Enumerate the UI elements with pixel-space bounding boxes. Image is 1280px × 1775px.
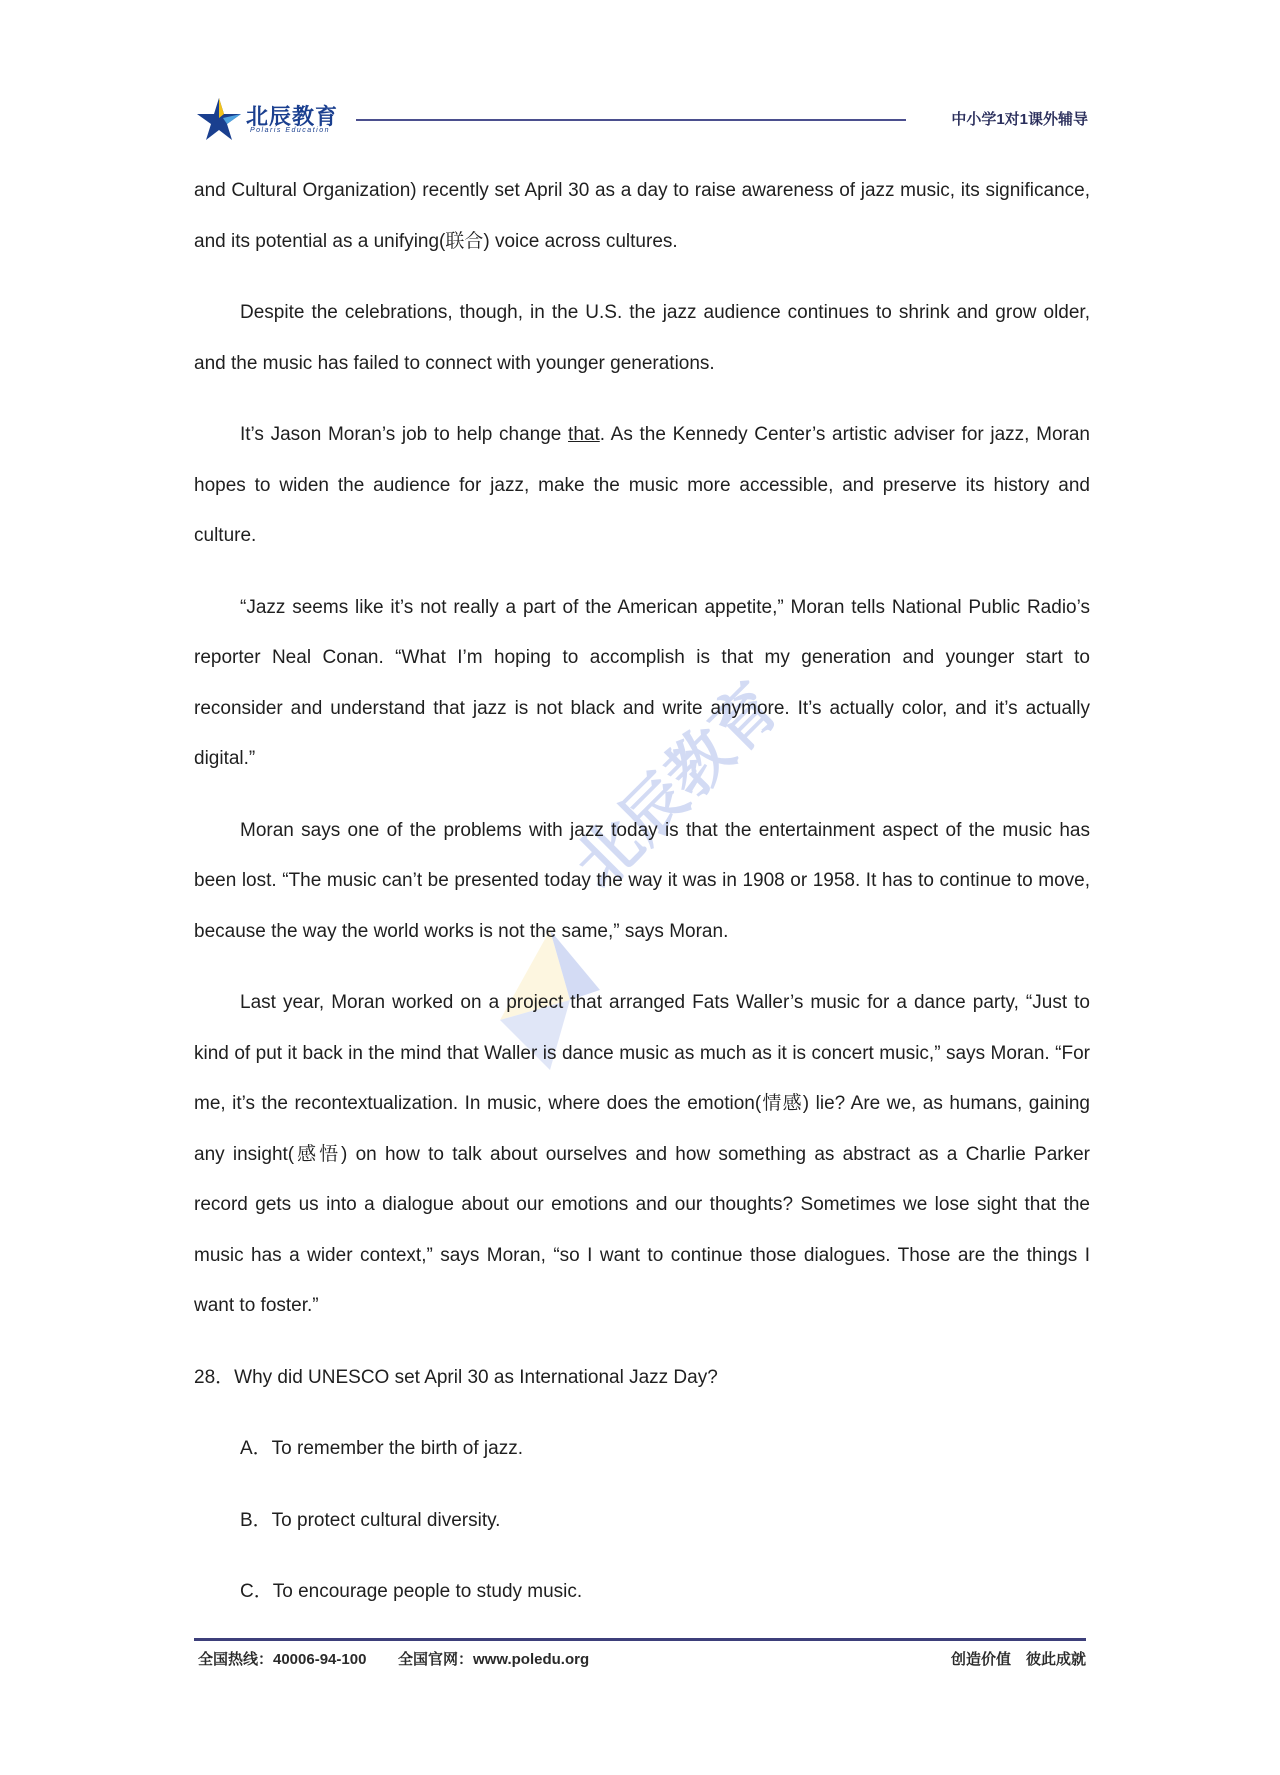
logo-english: Polaris Education [250, 127, 330, 134]
paragraph-1: and Cultural Organization) recently set April 30 as a day to raise awareness of jazz music, its significance, and its potential as a unifying(联合) voice across cultures. [194, 180, 1090, 252]
paragraph-3-rest: . As the Kennedy Center’s artistic adviser for jazz, Moran hopes to widen the audience for jazz, make the music more accessible, and preserve its history and culture. [194, 424, 1090, 546]
underlined-word: that [568, 424, 600, 445]
paragraph-4: “Jazz seems like it’s not really a part of the American appetite,” Moran tells National Public Radio’s reporter Neal Conan. “What I’m hoping to accomplish is that my generation and younger start to reconsider and understand that jazz is not black and write anymore. It’s actually color, and it’s actually digital.” [194, 596, 1090, 769]
page-footer [198, 1648, 1086, 1672]
header-tagline: 中小学1对1课外辅导 [951, 111, 1088, 128]
paragraph-3 [194, 410, 1090, 562]
footer-hotline: 全国热线：40006-94-100 [198, 1651, 367, 1668]
header-divider [356, 119, 906, 121]
page-header [196, 90, 1088, 146]
paragraph-2: Despite the celebrations, though, in the U.S. the jazz audience continues to shrink and grow older, and the music has failed to connect with younger generations. [194, 302, 1090, 374]
footer-divider [194, 1638, 1086, 1641]
polaris-star-icon [196, 96, 242, 142]
footer-slogan: 创造价值 彼此成就 [950, 1651, 1086, 1668]
footer-website: 全国官网：www.poledu.org [398, 1651, 590, 1668]
option-c: C．To encourage people to study music. [240, 1581, 583, 1602]
option-a: A．To remember the birth of jazz. [240, 1438, 523, 1459]
watermark-text: 北辰教育 [560, 669, 793, 902]
paragraph-6: Last year, Moran worked on a project that arranged Fats Waller’s music for a dance party, “Just to kind of put it back in the mind that Waller is dance music as much as it is concert music,” says Moran. “For me, it’s the recontextualization. In music, where does the emotion(情感) lie? Are we, as humans, gaining any insight(感悟) on how to talk about ourselves and how something as abstract as a Charlie Parker record gets us into a dialogue about our emotions and our thoughts? Sometimes we lose sight that the music has a wider context,” says Moran, “so I want to continue those dialogues. Those are the things I want to foster.” [194, 992, 1090, 1316]
paragraph-5: Moran says one of the problems with jazz today is that the entertainment aspect of the music has been lost. “The music can’t be presented today the way it was in 1908 or 1958. It has to continue to move, because the way the world works is not the same,” says Moran. [194, 819, 1090, 942]
passage [194, 166, 1090, 1639]
option-b: B．To protect cultural diversity. [240, 1509, 501, 1531]
question-28: 28．Why did UNESCO set April 30 as International Jazz Day? [194, 1366, 718, 1388]
paragraph-3-start: It’s Jason Moran’s job to help change [240, 424, 569, 445]
logo-text: 北辰教育 [246, 104, 339, 129]
